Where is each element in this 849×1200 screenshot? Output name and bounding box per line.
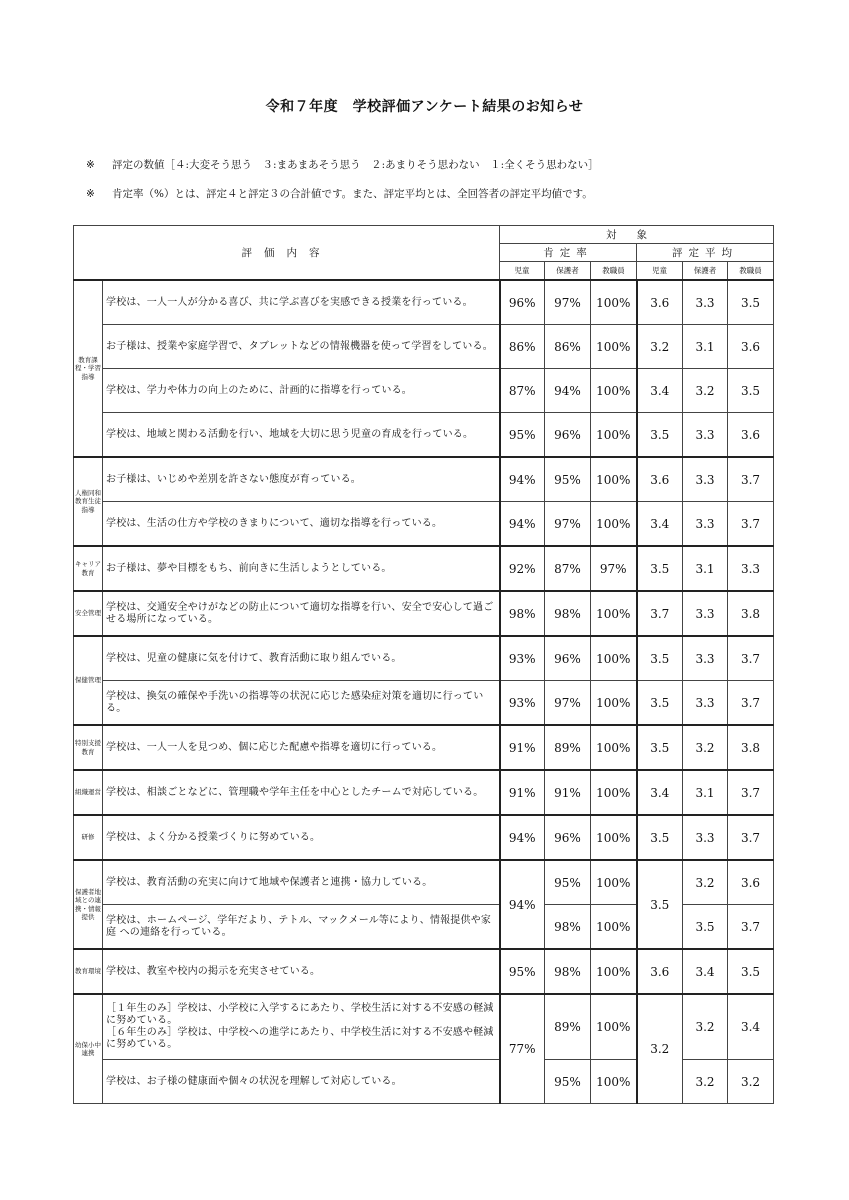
table-row [74, 280, 774, 325]
parent-affirm-cell: 86% [545, 325, 591, 369]
question-cell: 学校は、生活の仕方や学校のきまりについて、適切な指導を行っている。 [103, 502, 500, 547]
header-col-parent: 保護者 [683, 262, 728, 281]
question-cell: 学校は、教室や校内の掲示を充実させている。 [103, 949, 500, 994]
parent-average-cell: 3.1 [683, 546, 728, 591]
child-affirm-cell: 87% [500, 369, 545, 413]
child-affirm-cell: 86% [500, 325, 545, 369]
child-average-cell: 3.5 [637, 681, 683, 726]
child-affirm-cell: 93% [500, 636, 545, 681]
staff-affirm-cell: 100% [591, 413, 637, 458]
table-row [74, 860, 774, 905]
table-row [74, 546, 774, 591]
parent-affirm-cell: 94% [545, 369, 591, 413]
category-cell: 安全管理 [74, 591, 103, 636]
question-cell: 学校は、換気の確保や手洗いの指導等の状況に応じた感染症対策を適切に行っている。 [103, 681, 500, 726]
header-col-child: 児童 [500, 262, 545, 281]
staff-average-cell: 3.7 [728, 905, 774, 950]
staff-average-cell: 3.7 [728, 502, 774, 547]
staff-average-cell: 3.6 [728, 860, 774, 905]
parent-affirm-cell: 89% [545, 994, 591, 1060]
parent-affirm-cell: 98% [545, 949, 591, 994]
header-content: 評価内容 [74, 226, 500, 281]
table-row [74, 502, 774, 547]
question-cell: お子様は、いじめや差別を許さない態度が育っている。 [103, 457, 500, 502]
staff-average-cell: 3.7 [728, 770, 774, 815]
parent-average-cell: 3.4 [683, 949, 728, 994]
question-cell: 学校は、相談ごとなどに、管理職や学年主任を中心としたチームで対応している。 [103, 770, 500, 815]
child-average-cell: 3.5 [637, 860, 683, 949]
parent-affirm-cell: 96% [545, 636, 591, 681]
child-average-cell: 3.2 [637, 994, 683, 1104]
category-cell: 保健管理 [74, 636, 103, 725]
staff-affirm-cell: 100% [591, 591, 637, 636]
table-row [74, 770, 774, 815]
child-average-cell: 3.7 [637, 591, 683, 636]
child-average-cell: 3.4 [637, 369, 683, 413]
header-target: 対象 [500, 226, 774, 244]
staff-affirm-cell: 100% [591, 725, 637, 770]
parent-affirm-cell: 95% [545, 457, 591, 502]
parent-average-cell: 3.3 [683, 413, 728, 458]
header-affirm-rate: 肯定率 [500, 244, 637, 262]
table-row [74, 815, 774, 860]
parent-affirm-cell: 97% [545, 502, 591, 547]
staff-affirm-cell: 100% [591, 949, 637, 994]
note-mark: ※ [86, 159, 95, 171]
staff-average-cell: 3.4 [728, 994, 774, 1060]
staff-average-cell: 3.3 [728, 546, 774, 591]
question-cell: 学校は、学力や体力の向上のために、計画的に指導を行っている。 [103, 369, 500, 413]
note-text: 評定の数値［４:大変そう思う ３:まあまあそう思う ２:あまりそう思わない １:全くそう思わない］ [112, 159, 599, 171]
category-cell: 研修 [74, 815, 103, 860]
staff-average-cell: 3.7 [728, 636, 774, 681]
staff-affirm-cell: 100% [591, 369, 637, 413]
category-cell: キャリア教育 [74, 546, 103, 591]
question-cell: 学校は、よく分かる授業づくりに努めている。 [103, 815, 500, 860]
parent-average-cell: 3.5 [683, 905, 728, 950]
table-row [74, 325, 774, 369]
parent-average-cell: 3.3 [683, 591, 728, 636]
evaluation-table [73, 225, 774, 1104]
child-average-cell: 3.6 [637, 949, 683, 994]
question-cell: 学校は、一人一人を見つめ、個に応じた配慮や指導を適切に行っている。 [103, 725, 500, 770]
category-cell: 人権同和教育生徒指導 [74, 457, 103, 546]
parent-average-cell: 3.3 [683, 815, 728, 860]
staff-affirm-cell: 100% [591, 502, 637, 547]
child-affirm-cell: 92% [500, 546, 545, 591]
child-affirm-cell: 91% [500, 770, 545, 815]
child-average-cell: 3.5 [637, 815, 683, 860]
header-average: 評定平均 [637, 244, 774, 262]
staff-average-cell: 3.5 [728, 280, 774, 325]
staff-affirm-cell: 100% [591, 325, 637, 369]
parent-average-cell: 3.2 [683, 1060, 728, 1104]
parent-average-cell: 3.1 [683, 770, 728, 815]
staff-affirm-cell: 97% [591, 546, 637, 591]
table-row [74, 369, 774, 413]
parent-affirm-cell: 96% [545, 815, 591, 860]
child-average-cell: 3.5 [637, 636, 683, 681]
staff-average-cell: 3.2 [728, 1060, 774, 1104]
child-average-cell: 3.6 [637, 457, 683, 502]
parent-average-cell: 3.2 [683, 860, 728, 905]
parent-affirm-cell: 89% [545, 725, 591, 770]
staff-affirm-cell: 100% [591, 280, 637, 325]
staff-average-cell: 3.7 [728, 457, 774, 502]
parent-average-cell: 3.3 [683, 280, 728, 325]
question-cell: 学校は、地域と関わる活動を行い、地域を大切に思う児童の育成を行っている。 [103, 413, 500, 458]
child-affirm-cell: 94% [500, 457, 545, 502]
staff-average-cell: 3.7 [728, 815, 774, 860]
question-cell: 学校は、一人一人が分かる喜び、共に学ぶ喜びを実感できる授業を行っている。 [103, 280, 500, 325]
question-cell: 学校は、お子様の健康面や個々の状況を理解して対応している。 [103, 1060, 500, 1104]
page-title: 令和７年度 学校評価アンケート結果のお知らせ [265, 99, 584, 115]
child-affirm-cell: 94% [500, 860, 545, 949]
table-row [74, 457, 774, 502]
staff-affirm-cell: 100% [591, 770, 637, 815]
staff-affirm-cell: 100% [591, 636, 637, 681]
parent-average-cell: 3.2 [683, 725, 728, 770]
table-row [74, 949, 774, 994]
table-row [74, 994, 774, 1060]
parent-affirm-cell: 97% [545, 681, 591, 726]
staff-affirm-cell: 100% [591, 681, 637, 726]
child-affirm-cell: 95% [500, 949, 545, 994]
header-col-child: 児童 [637, 262, 683, 281]
staff-affirm-cell: 100% [591, 994, 637, 1060]
child-affirm-cell: 93% [500, 681, 545, 726]
child-affirm-cell: 94% [500, 815, 545, 860]
child-affirm-cell: 95% [500, 413, 545, 458]
staff-average-cell: 3.7 [728, 681, 774, 726]
parent-affirm-cell: 95% [545, 1060, 591, 1104]
note-mark: ※ [86, 188, 95, 200]
header-col-staff: 教職員 [728, 262, 774, 281]
staff-average-cell: 3.5 [728, 949, 774, 994]
parent-average-cell: 3.3 [683, 502, 728, 547]
category-cell: 特別支援教育 [74, 725, 103, 770]
table-row [74, 681, 774, 726]
category-cell: 教育課程・学習指導 [74, 280, 103, 457]
parent-affirm-cell: 91% [545, 770, 591, 815]
category-cell: 教育環境 [74, 949, 103, 994]
question-cell: 学校は、ホームページ、学年だより、テトル、マックメール等により、情報提供や家庭 への連絡を行っている。 [103, 905, 500, 950]
note-definition [86, 186, 593, 201]
staff-affirm-cell: 100% [591, 815, 637, 860]
category-cell: 保護者地域との連携・情報提供 [74, 860, 103, 949]
child-affirm-cell: 96% [500, 280, 545, 325]
child-affirm-cell: 91% [500, 725, 545, 770]
question-cell: ［１年生のみ］学校は、小学校に入学するにあたり、学校生活に対する不安感の軽減に努めている。 ［６年生のみ］学校は、中学校への進学にあたり、中学校生活に対する不安感や軽減に努めている。 [103, 994, 500, 1060]
staff-affirm-cell: 100% [591, 905, 637, 950]
staff-affirm-cell: 100% [591, 1060, 637, 1104]
question-cell: お子様は、授業や家庭学習で、タブレットなどの情報機器を使って学習をしている。 [103, 325, 500, 369]
parent-average-cell: 3.3 [683, 636, 728, 681]
staff-average-cell: 3.5 [728, 369, 774, 413]
note-text: 肯定率（%）とは、評定４と評定３の合計値です。また、評定平均とは、全回答者の評定平均値です。 [112, 188, 593, 200]
parent-affirm-cell: 98% [545, 905, 591, 950]
question-cell: お子様は、夢や目標をもち、前向きに生活しようとしている。 [103, 546, 500, 591]
parent-affirm-cell: 95% [545, 860, 591, 905]
child-average-cell: 3.5 [637, 725, 683, 770]
question-cell: 学校は、児童の健康に気を付けて、教育活動に取り組んでいる。 [103, 636, 500, 681]
header-col-staff: 教職員 [591, 262, 637, 281]
staff-affirm-cell: 100% [591, 860, 637, 905]
parent-affirm-cell: 98% [545, 591, 591, 636]
staff-average-cell: 3.8 [728, 725, 774, 770]
staff-average-cell: 3.6 [728, 413, 774, 458]
parent-average-cell: 3.1 [683, 325, 728, 369]
staff-average-cell: 3.8 [728, 591, 774, 636]
child-average-cell: 3.6 [637, 280, 683, 325]
child-affirm-cell: 98% [500, 591, 545, 636]
question-cell: 学校は、教育活動の充実に向けて地域や保護者と連携・協力している。 [103, 860, 500, 905]
child-average-cell: 3.4 [637, 502, 683, 547]
parent-affirm-cell: 87% [545, 546, 591, 591]
category-cell: 組織運営 [74, 770, 103, 815]
staff-affirm-cell: 100% [591, 457, 637, 502]
parent-affirm-cell: 97% [545, 280, 591, 325]
header-col-parent: 保護者 [545, 262, 591, 281]
child-average-cell: 3.5 [637, 413, 683, 458]
parent-average-cell: 3.2 [683, 994, 728, 1060]
parent-average-cell: 3.3 [683, 681, 728, 726]
child-affirm-cell: 94% [500, 502, 545, 547]
child-average-cell: 3.4 [637, 770, 683, 815]
table-row [74, 636, 774, 681]
child-average-cell: 3.5 [637, 546, 683, 591]
table-row [74, 413, 774, 458]
note-rating-scale [86, 157, 599, 172]
table-row [74, 725, 774, 770]
child-average-cell: 3.2 [637, 325, 683, 369]
parent-affirm-cell: 96% [545, 413, 591, 458]
parent-average-cell: 3.2 [683, 369, 728, 413]
child-affirm-cell: 77% [500, 994, 545, 1104]
table-row [74, 591, 774, 636]
category-cell: 幼保小中連携 [74, 994, 103, 1104]
question-cell: 学校は、交通安全やけがなどの防止について適切な指導を行い、安全で安心して過ごせる場所になっている。 [103, 591, 500, 636]
staff-average-cell: 3.6 [728, 325, 774, 369]
parent-average-cell: 3.3 [683, 457, 728, 502]
